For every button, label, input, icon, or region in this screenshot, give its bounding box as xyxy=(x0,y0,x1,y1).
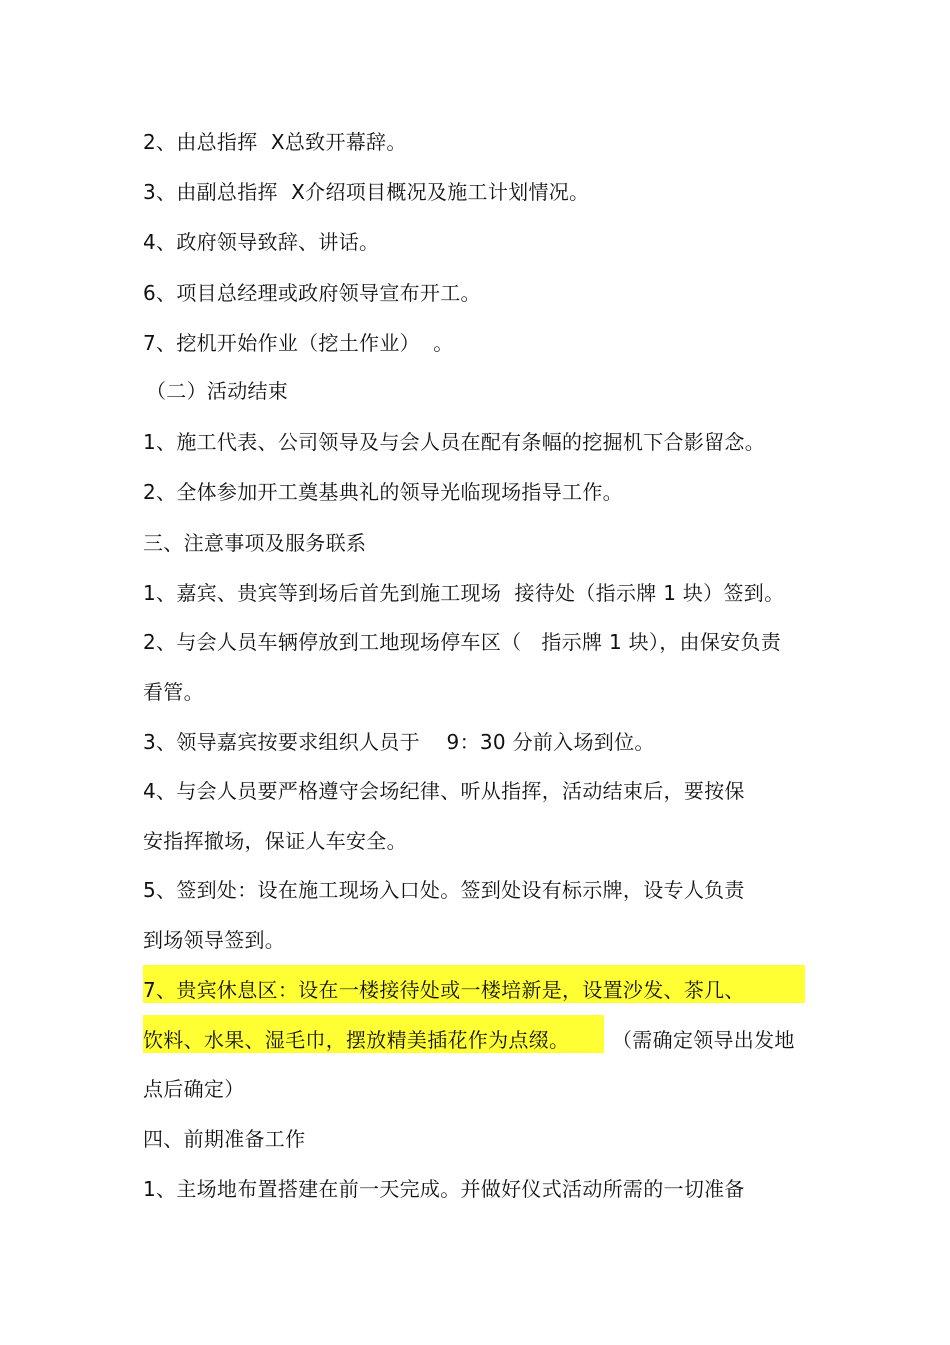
text-line: 点后确定） xyxy=(143,1077,245,1101)
section-heading: 四、前期准备工作 xyxy=(143,1127,306,1151)
text-line: 2、与会人员车辆停放到工地现场停车区（ 指示牌 1 块），由保安负责 xyxy=(143,630,782,654)
text-line: 4、与会人员要严格遵守会场纪律、听从指挥，活动结束后，要按保 xyxy=(143,779,745,803)
highlighted-text-line: 7、贵宾休息区：设在一楼接待处或一楼培新是，设置沙发、茶几、 xyxy=(143,978,745,1002)
text-line: 安指挥撤场，保证人车安全。 xyxy=(143,829,407,853)
section-heading: 三、注意事项及服务联系 xyxy=(143,531,367,555)
text-line: 1、嘉宾、贵宾等到场后首先到施工现场 接待处（指示牌 1 块）签到。 xyxy=(143,581,785,605)
text-line: 看管。 xyxy=(143,680,204,704)
text-line: 5、签到处：设在施工现场入口处。签到处设有标示牌，设专人负责 xyxy=(143,878,745,902)
text-line: 6、项目总经理或政府领导宣布开工。 xyxy=(143,281,481,305)
text-line: 1、施工代表、公司领导及与会人员在配有条幅的挖掘机下合影留念。 xyxy=(143,430,766,454)
text-line: 7、挖机开始作业（挖土作业） 。 xyxy=(143,331,454,355)
text-line: （需确定领导出发地 xyxy=(612,1028,795,1052)
text-line: 1、主场地布置搭建在前一天完成。并做好仪式活动所需的一切准备 xyxy=(143,1177,745,1201)
text-line: 3、由副总指挥 X介绍项目概况及施工计划情况。 xyxy=(143,180,590,204)
text-line: 4、政府领导致辞、讲话。 xyxy=(143,230,380,254)
highlighted-text-line: 饮料、水果、湿毛巾，摆放精美插花作为点缀。 xyxy=(143,1028,570,1052)
text-line: 3、领导嘉宾按要求组织人员于 9：30 分前入场到位。 xyxy=(143,730,655,754)
section-heading: （二）活动结束 xyxy=(146,379,289,403)
text-line: 2、由总指挥 X总致开幕辞。 xyxy=(143,130,407,154)
text-line: 2、全体参加开工奠基典礼的领导光临现场指导工作。 xyxy=(143,480,623,504)
text-line: 到场领导签到。 xyxy=(143,928,286,952)
